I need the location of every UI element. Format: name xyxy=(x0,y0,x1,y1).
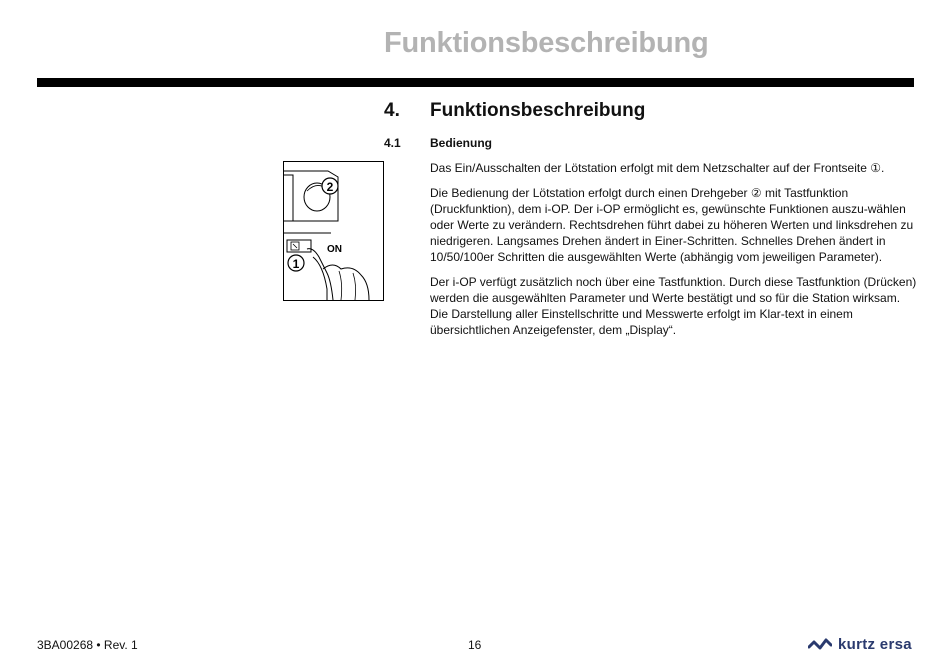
marker-2-label: 2 xyxy=(326,180,334,194)
subsection-number: 4.1 xyxy=(384,136,401,150)
subsection-title: Bedienung xyxy=(430,136,492,150)
paragraph-i-op-operation: Die Bedienung der Lötstation erfolgt durch einen Drehgeber ② mit Tastfunktion (Druckfunktion), dem i-OP. Der i-OP ermöglicht es, gewünschte Funktionen auszu-wählen oder Werte zu verändern. Rechtsdrehen führt dabei zu höheren Werten und linksdrehen zu niedrigeren. Langsames Drehen ändert in Einer-Schritten. Schnelles Drehen ändert in 10/50/100er Schritten die ausgewählten Werte (abhängig vom jeweiligen Parameter). xyxy=(430,186,914,264)
brand-mark-icon xyxy=(808,636,832,652)
running-header-title: Funktionsbeschreibung xyxy=(384,27,709,59)
section-title: Funktionsbeschreibung xyxy=(430,100,646,121)
paragraph-power-switch: Das Ein/Ausschalten der Lötstation erfolgt mit dem Netzschalter auf der Frontseite ①. xyxy=(430,161,885,175)
section-number: 4. xyxy=(384,100,400,121)
brand-logo xyxy=(808,633,912,655)
body-text xyxy=(430,160,918,347)
footer-doc-id: 3BA00268 • Rev. 1 xyxy=(37,638,138,652)
header-rule xyxy=(37,78,914,87)
on-label: ON xyxy=(327,244,342,255)
paragraph-push-function: Der i-OP verfügt zusätzlich noch über eine Tastfunktion. Durch diese Tastfunktion (Drücken) werden die ausgewählten Parameter und Werte bestätigt und so für die Station wirksam. Die Darstellung aller Einstellschritte und Messwerte erfolgt im Klar-text in einem übersichtlichen Anzeigefenster, dem „Display“. xyxy=(430,275,917,337)
footer-page-number: 16 xyxy=(468,638,482,652)
marker-1-label: 1 xyxy=(292,257,300,271)
device-illustration xyxy=(283,161,384,301)
brand-name: kurtz ersa xyxy=(838,635,912,653)
